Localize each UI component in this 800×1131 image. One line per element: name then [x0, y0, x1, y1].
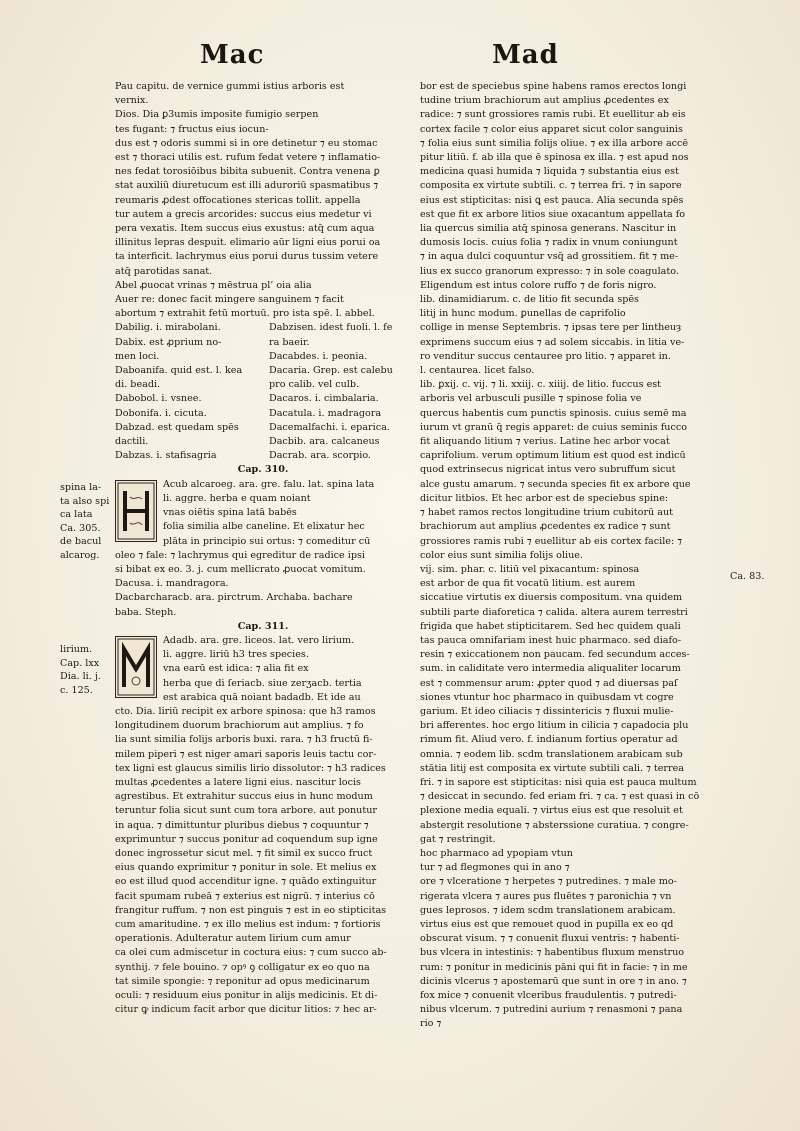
- text-line: rio ⁊: [420, 1018, 442, 1030]
- text-line: tudine trium brachiorum aut amplius ꝓcedentes ex: [420, 95, 669, 107]
- synonym-entry: Dabzas. i. stafisagria: [115, 450, 217, 462]
- margin-note-line: de bacul: [60, 536, 102, 547]
- text-line: citur ꝙ indicum facit arbor que dicitur litios: ⁊ hec ar-: [115, 1004, 377, 1016]
- synonym-entry: Dabobol. i. vsnee.: [115, 393, 202, 405]
- text-line: bus vlcera in intestinis: ⁊ habentibus fluxum menstruo: [420, 947, 685, 959]
- synonym-entry: Dacrab. ara. scorpio.: [269, 450, 371, 462]
- text-line: abortum ⁊ extrahit fetū mortuū. pro ista spē. l. abbel.: [115, 308, 375, 320]
- margin-note-line: ca lata: [60, 509, 93, 520]
- margin-note-line: Dia. li. j.: [60, 671, 101, 682]
- synonym-entry: dactili.: [115, 436, 149, 448]
- text-line: est arbor de qua fit vocatū litium. est aurem: [420, 578, 636, 590]
- synonym-list: [115, 321, 411, 463]
- margin-note-line: Ca. 83.: [730, 571, 765, 582]
- text-line: vernix.: [115, 95, 149, 107]
- text-line: radice: ⁊ sunt grossiores ramis rubi. Et euellitur ab eis: [420, 109, 686, 121]
- text-line: fit aliquando litium ⁊ verius. Latine hec arbor vocaṫ: [420, 436, 670, 448]
- text-line: si bibat ex eo. 3. j. cum mellicrato ꝓuocat vomitum.: [115, 563, 366, 575]
- text-line: cto. Dia. liriū recipit ex arbore spinosa: que h3 ramos: [115, 705, 376, 717]
- left-text-column: [115, 80, 411, 1017]
- text-line: fri. ⁊ in sapore est stipticitas: nisi quia est pauca multum: [420, 776, 697, 788]
- margin-note-spina-lata: [60, 481, 109, 562]
- text-line: bri afferentes. hoc ergo litium in cilicia ⁊ capadocia plu: [420, 720, 689, 732]
- text-line: omnia. ⁊ eodem lib. scdm translationem arabicam sub: [420, 748, 683, 760]
- synonym-entry: pro calib. vel culb.: [269, 379, 360, 391]
- text-line: quercus habentis cum punctis spinosis. cuius semē ma: [420, 407, 687, 419]
- text-line: vna earū est idica: ⁊ alia fit ex: [163, 663, 309, 675]
- text-line: exprimens succum eius ⁊ ad solem siccabis. in litia ve-: [420, 336, 685, 348]
- text-line: in aqua. ⁊ dimittuntur pluribus diebus ⁊ coquuntur ⁊: [115, 819, 369, 831]
- text-line: brachiorum aut amplius ꝓcedentes ex radice ⁊ sunt: [420, 521, 671, 533]
- text-line: plexione media equali. ⁊ virtus eius est que resoluit et: [420, 805, 683, 817]
- text-line: grossiores ramis rubi ⁊ euellitur ab eis cortex facile: ⁊: [420, 535, 682, 547]
- text-line: composita ex virtute subtili. c. ⁊ terrea fri. ⁊ in sapore: [420, 180, 682, 192]
- text-line: garium. Et ideo ciliacis ⁊ dissintericis ⁊ fluxui mulie-: [420, 705, 674, 717]
- synonym-entry: Dacbib. ara. calcaneus: [269, 436, 380, 448]
- text-line: baba. Steph.: [115, 606, 177, 618]
- text-line: reumaris ꝓdest offocationes stericas tollit. appella: [115, 194, 361, 206]
- text-line: medicina quasi humida ⁊ liquida ⁊ substantia eius est: [420, 166, 679, 178]
- text-line: quod extrinsecus nigricat intus vero subruffum sicut: [420, 464, 676, 476]
- text-line: Abel ꝓuocat vrinas ⁊ mēstrua pl’ oia alia: [115, 279, 312, 291]
- text-line: Auer re: donec facit mingere sanguinem ⁊ facit: [115, 294, 344, 306]
- text-line: collige in mense Septembris. ⁊ ipsas tere per lintheuȝ: [420, 322, 682, 334]
- text-line: rum: ⁊ ponitur in medicinis pāni qui fit in facie: ⁊ in me: [420, 961, 688, 973]
- text-line: Adadb. ara. gre. liceos. lat. vero lirium.: [163, 634, 355, 646]
- text-line: teruntur folia sicut sunt cum tora arbore. aut ponutur: [115, 805, 377, 817]
- text-line: ⁊ folia eius sunt similia folijs oliue. ⁊ ex illa arbore accē: [420, 137, 689, 149]
- text-line: synthij. ⁊ fele bouino. ⁊ opꝰ ꝯ colligatur ex eo quo na: [115, 961, 370, 973]
- chapter-heading-311: Cap. 311.: [237, 620, 289, 632]
- synonym-entry: Dacaria. Grep. est calebu: [269, 365, 393, 377]
- margin-note-line: ta also spi: [60, 495, 110, 507]
- text-line: herba que di ſeriacb. siue zerʒacb. tertia: [163, 677, 362, 689]
- margin-note-line: Cap. lxx: [60, 657, 100, 669]
- text-line: rigerata vlcera ⁊ aures pus fluētes ⁊ paronichia ⁊ vn: [420, 890, 672, 902]
- synonym-entry: Dabzad. est quedam spēs: [115, 421, 239, 433]
- text-line: obscurat visum. ⁊ ⁊ conuenit fluxui ventris: ⁊ habenti-: [420, 933, 680, 945]
- text-line: l. centaurea. licet falso.: [420, 365, 535, 377]
- synonym-entry: Dacemalfachi. i. eparica.: [269, 421, 390, 433]
- text-line: nibus vlcerum. ⁊ putredini aurium ⁊ renasmoni ⁊ pana: [420, 1004, 683, 1016]
- right-text-block: [420, 80, 720, 1032]
- woodcut-initial-m: [115, 636, 157, 698]
- left-text-block-1: [115, 80, 411, 321]
- text-line: li. aggre. herba e quam noiant: [163, 492, 311, 504]
- text-line: tex ligni est glaucus similis lirio dissolutor: ⁊ h3 radices: [115, 762, 386, 774]
- text-line: Acub alcaroeg. ara. gre. falu. lat. spina lata: [163, 478, 375, 490]
- text-line: tes fugant: ⁊ fructus eius iocun-: [115, 123, 269, 135]
- synonym-entry: Daboanifa. quid est. l. kea: [115, 365, 243, 377]
- text-line: eo est illud quod accenditur igne. ⁊ quādo extinguitur: [115, 876, 377, 888]
- chapter-heading-310: Cap. 310.: [237, 464, 289, 476]
- text-line: oleo ⁊ fale: ⁊ lachrymus qui egreditur de radice ipsi: [115, 549, 365, 561]
- text-line: vnas oiētis spina latā babēs: [163, 507, 297, 519]
- text-line: agrestibus. Et extrahitur succus eius in hunc modum: [115, 791, 373, 803]
- text-line: siccatiue virtutis ex diuersis compositum. vna quidem: [420, 592, 683, 604]
- text-line: ore ⁊ vlceratione ⁊ herpetes ⁊ putredines. ⁊ male mo-: [420, 876, 677, 888]
- text-line: caprifolium. verum optimum litium est quod est indicū: [420, 450, 686, 462]
- text-line: bor est de speciebus spine habens ramos erectos longi: [420, 81, 687, 92]
- text-line: longitudinem duorum brachiorum aut amplius. ⁊ fo: [115, 720, 364, 732]
- text-line: donec ingrossetur sicut mel. ⁊ fit simil ex succo fruct: [115, 847, 373, 859]
- text-line: ro venditur succus centauree pro litio. ⁊ apparet in.: [420, 350, 671, 362]
- decorated-initial-icon: [116, 637, 156, 697]
- text-line: Dios. Dia ꝑ3umis imposite fumigio serpen: [115, 109, 319, 121]
- text-line: tat simile spongie: ⁊ reponitur ad opus medicinarum: [115, 975, 370, 987]
- decorated-initial-icon: [116, 481, 156, 541]
- text-line: pera vexatis. Item succus eius exustus: atq̄ cum aqua: [115, 223, 375, 235]
- text-line: ⁊ desiccat in secundo. fed eriam fri. ⁊ ca. ⁊ est quasi in cō: [420, 791, 700, 803]
- text-line: lib. ꝑxij. c. vij. ⁊ li. xxiij. c. xiiij. de litio. fuccus est: [420, 379, 662, 391]
- text-line: ca olei cum admiscetur in coctura eius: ⁊ cum succo ab-: [115, 947, 387, 959]
- text-line: operationis. Adulteratur autem lirium cum amur: [115, 933, 351, 945]
- text-line: lib. dinamidiarum. c. de litio fit secunda spēs: [420, 294, 639, 306]
- text-line: tas pauca omnifariam inest huic pharmaco. sed diafo-: [420, 634, 682, 646]
- text-line: siones vtuntur hoc pharmaco in quibusdam vt cogre: [420, 691, 674, 703]
- text-line: cortex facile ⁊ color eius apparet sicut color sanguinis: [420, 123, 683, 135]
- text-line: gues leprosos. ⁊ idem scdm translationem arabicam.: [420, 904, 676, 916]
- text-line: frangitur ruffum. ⁊ non est pinguis ⁊ est in eo stipticitas: [115, 904, 387, 916]
- margin-note-line: alcarog.: [60, 549, 100, 561]
- text-line: fox mice ⁊ conuenit vlceribus fraudulentis. ⁊ putredi-: [420, 990, 677, 1001]
- text-line: iurum vt granū q̄ regis apparet: de cuius seminis fucco: [420, 421, 687, 433]
- text-line: atq̄ parotidas sanat.: [115, 265, 213, 277]
- text-line: hoc pharmaco ad ypopiam vtun: [420, 847, 573, 859]
- text-line: milem piperi ⁊ est niger amari saporis leuis tactu cor-: [115, 748, 377, 760]
- text-line: cum amaritudine. ⁊ ex illo melius est indum: ⁊ fortioris: [115, 918, 381, 930]
- synonym-entry: Dacaros. i. cimbalaria.: [269, 393, 379, 405]
- left-text-block-2: [115, 478, 411, 620]
- margin-note-line: lirium.: [60, 644, 93, 655]
- margin-note-lirium: [60, 643, 101, 697]
- synonym-entry: ra baeir.: [269, 336, 310, 348]
- text-line: abstergit resolutione ⁊ absterssione curatiua. ⁊ congre-: [420, 819, 689, 831]
- text-line: Eligendum est intus colore ruffo ⁊ de foris nigro.: [420, 279, 657, 291]
- text-line: multas ꝓcedentes a latere ligni eius. nascitur locis: [115, 776, 361, 788]
- synonym-entry: Dabilig. i. mirabolani.: [115, 322, 221, 334]
- text-line: est arabica quā noiant badadb. Et ide au: [163, 691, 361, 703]
- text-line: vij. sim. phar. c. litiū vel pixacantum: spinosa: [420, 563, 640, 575]
- text-line: eius est stipticitas: nisi ꝗ est pauca. Alia secunda spēs: [420, 194, 684, 206]
- margin-note-ca83: [730, 570, 764, 584]
- text-line: stātia litij est composita ex virtute subtili cali. ⁊ terrea: [420, 762, 684, 774]
- woodcut-initial-h: [115, 480, 157, 542]
- text-line: est ⁊ thoraci utilis est. rufum fedat vetere ⁊ inflamatio-: [115, 152, 381, 164]
- right-text-column: [420, 80, 720, 1032]
- text-line: nes fedat torosiōibus bibita subuenit. Contra venena ꝑ: [115, 166, 380, 178]
- text-line: exprimuntur ⁊ succus ponitur ad coquendum sup igne: [115, 833, 378, 845]
- text-line: dus est ⁊ odoris summi si in ore detinetur ⁊ eu stomac: [115, 137, 378, 149]
- text-line: dicitur litbios. Et hec arbor est de speciebus spine:: [420, 492, 669, 504]
- text-line: eius quando exprimitur ⁊ ponitur in sole. Et melius ex: [115, 862, 377, 874]
- margin-note-line: c. 125.: [60, 684, 93, 696]
- margin-note-line: spina la-: [60, 482, 102, 493]
- text-line: litij in hunc modum. ꝑunellas de caprifolio: [420, 308, 626, 320]
- text-line: est ⁊ commensur arum: ꝓpter quod ⁊ ad diuersas paſ: [420, 677, 678, 689]
- synonym-entry: di. beadi.: [115, 379, 161, 391]
- text-line: oculi: ⁊ residuum eius ponitur in alijs medicinis. Et di-: [115, 990, 378, 1001]
- text-line: ⁊ in aqua dulci coquuntur vsq̄ ad grossitiem. fit ⁊ me-: [420, 251, 679, 263]
- text-line: tur autem a grecis arcorides: succus eius medetur vi: [115, 208, 372, 220]
- text-line: Pau capitu. de vernice gummi istius arboris est: [115, 81, 345, 92]
- text-line: li. aggre. liriū h3 tres species.: [163, 649, 309, 661]
- left-text-block-3: [115, 634, 411, 1017]
- text-line: dicinis vlcerus ⁊ apostemarū que sunt in ore ⁊ in ano. ⁊: [420, 975, 687, 987]
- running-head-right: Mad: [492, 40, 559, 70]
- synonym-entry: men loci.: [115, 350, 160, 362]
- text-line: alce gustu amarum. ⁊ secunda species fit ex arbore que: [420, 478, 691, 490]
- text-line: lia quercus similia atq̄ spinosa generans. Nascitur in: [420, 223, 677, 235]
- text-line: virtus eius est que remouet quod in pupilla ex eo qd: [420, 918, 674, 930]
- text-line: stat auxiliū diuretucum est illi aduroriū spasmatibus ⁊: [115, 180, 379, 192]
- text-line: arboris vel arbusculi pusille ⁊ spinose folia ve: [420, 393, 642, 405]
- text-line: lius ex succo granorum expresso: ⁊ in sole coagulato.: [420, 265, 679, 277]
- running-head-left: Mac: [200, 40, 265, 70]
- text-line: facit spumam rubeā ⁊ exterius est nigrū. ⁊ interius cō: [115, 890, 375, 902]
- text-line: frigida que habet stipticitarem. Sed hec quidem quali: [420, 620, 681, 632]
- text-line: rimum fit. Aliud vero. f. indianum fortius operatur ad: [420, 734, 678, 746]
- text-line: sum. in caliditate vero intermedia aliqualiter locarum: [420, 663, 681, 675]
- text-line: pitur litiū. f. ab illa que ē spinosa ex illa. ⁊ est apud nos: [420, 152, 689, 164]
- text-line: plāta in principio sui ortus: ⁊ comeditur cū: [163, 535, 371, 547]
- text-line: illinitus lepras despuit. elimario aūr ligni eius porui oa: [115, 237, 381, 249]
- text-line: Dacbarcharacb. ara. pirctrum. Archaba. bachare: [115, 592, 353, 604]
- text-line: gat ⁊ restringit.: [420, 833, 496, 845]
- synonym-entry: Dabzisen. idest fuoli. l. fe: [269, 322, 393, 334]
- margin-note-line: Ca. 305.: [60, 522, 101, 534]
- synonym-entry: Dobonifa. i. cicuta.: [115, 407, 207, 419]
- text-line: lia sunt similia folijs arboris buxi. rara. ⁊ h3 fructū fi-: [115, 734, 373, 746]
- text-line: Dacusa. i. mandragora.: [115, 578, 229, 590]
- synonym-entry: Dacabdes. i. peonia.: [269, 350, 368, 362]
- synonym-entry: Dabix. est ꝓprium no-: [115, 336, 222, 348]
- text-line: ta interficit. lachrymus eius porui durus tussim vetere: [115, 251, 379, 263]
- text-line: dumosis locis. cuius folia ⁊ radix in vnum coniungunt: [420, 237, 678, 249]
- text-line: ⁊ habet ramos rectos longitudine trium cubitorū aut: [420, 507, 674, 519]
- text-line: resin ⁊ exiccationem non paucam. fed secundum acces-: [420, 649, 690, 661]
- synonym-entry: Dacatula. i. madragora: [269, 407, 382, 419]
- text-line: tur ⁊ ad flegmones qui in ano ⁊: [420, 862, 570, 874]
- text-line: est que fit ex arbore litios siue oxacantum appellata fo: [420, 208, 686, 220]
- text-line: subtili parte diaforetica ⁊ calida. altera aurem terrestri: [420, 606, 688, 618]
- text-line: folia similia albe caneline. Et elixatur hec: [163, 521, 365, 533]
- text-line: color eius sunt similia folijs oliue.: [420, 549, 584, 561]
